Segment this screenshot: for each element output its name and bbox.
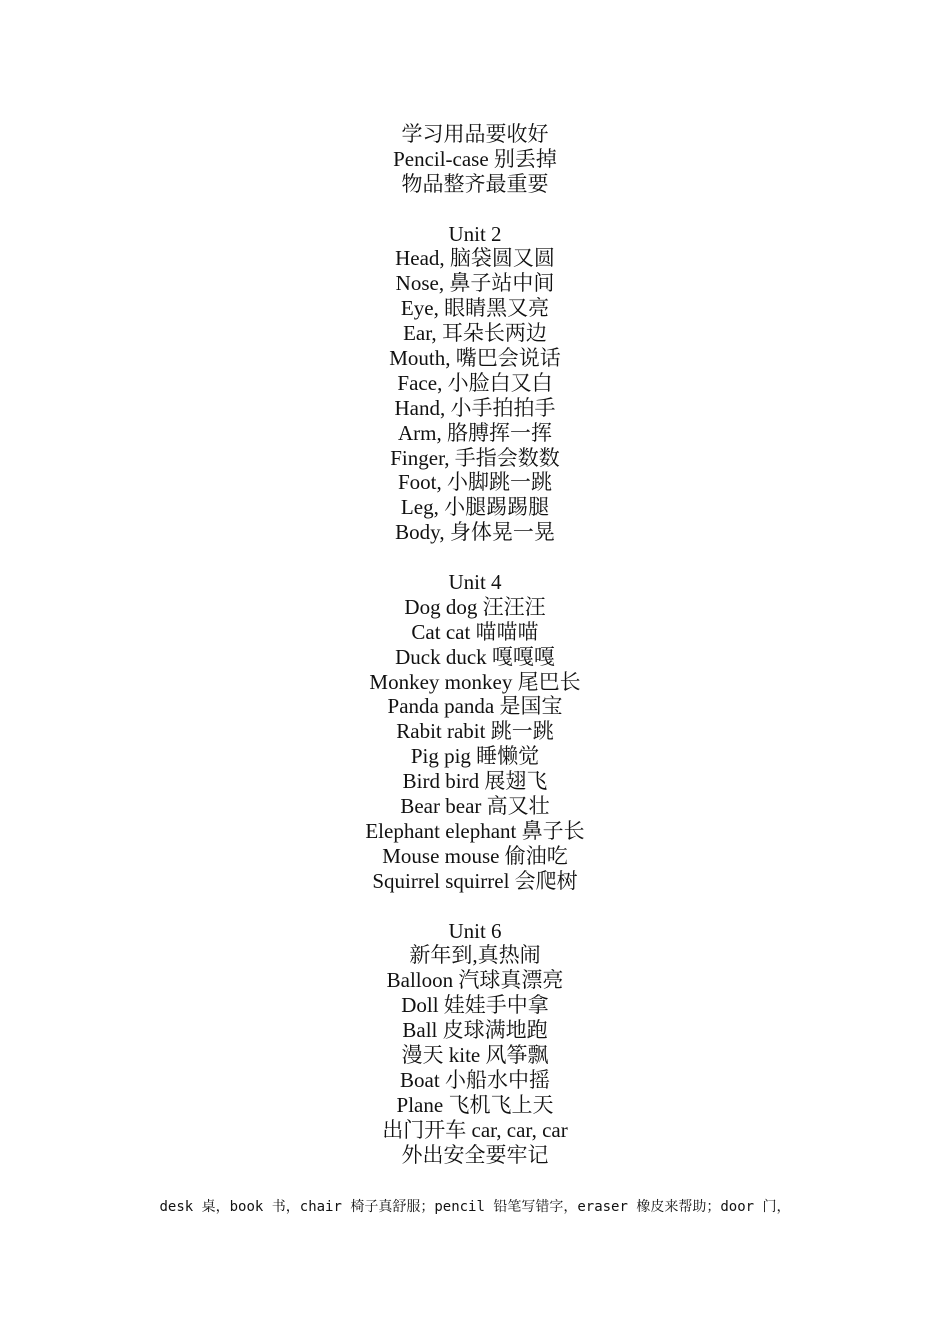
unit4-line: Panda panda 是国宝 (387, 694, 563, 719)
unit4-line: Dog dog 汪汪汪 (404, 594, 546, 619)
unit4-line: Mouse mouse 偷油吃 (382, 843, 568, 868)
unit6-line: 出门开车 car, car, car (382, 1117, 568, 1142)
unit2-line: Body, 身体晃一晃 (395, 520, 555, 545)
unit2-line: Hand, 小手拍拍手 (394, 395, 556, 420)
unit6-line: Plane 飞机飞上天 (396, 1092, 554, 1117)
section-gap (0, 894, 950, 919)
unit6-line: Ball 皮球满地跑 (402, 1018, 548, 1043)
unit4-line: Squirrel squirrel 会爬树 (372, 868, 578, 893)
intro-section (0, 122, 950, 197)
unit2-line: Leg, 小腿踢踢腿 (400, 495, 550, 520)
rhyme-text (0, 122, 950, 1167)
unit2-line: Arm, 胳膊挥一挥 (398, 420, 552, 445)
unit6-line: Boat 小船水中摇 (400, 1067, 550, 1092)
unit4-line: Monkey monkey 尾巴长 (369, 669, 581, 694)
section-gap (0, 545, 950, 570)
unit4-line: Rabit rabit 跳一跳 (396, 719, 554, 744)
unit6-line: 新年到,真热闹 (409, 943, 541, 968)
unit4-section (0, 570, 950, 894)
unit2-line: Face, 小脸白又白 (397, 370, 553, 395)
unit2-line: Mouth, 嘴巴会说话 (389, 346, 561, 371)
unit4-line: Cat cat 喵喵喵 (411, 619, 539, 644)
intro-line: Pencil-case 别丢掉 (393, 146, 557, 171)
unit2-line: Ear, 耳朵长两边 (403, 321, 547, 346)
unit2-line: Foot, 小脚跳一跳 (397, 470, 552, 495)
unit2-line: Finger, 手指会数数 (390, 445, 560, 470)
section-gap (0, 197, 950, 222)
unit2-title: Unit 2 (448, 221, 502, 246)
unit2-line: Head, 脑袋圆又圆 (395, 246, 555, 271)
unit6-section (0, 919, 950, 1168)
unit4-line: Bird bird 展翅飞 (402, 769, 548, 794)
unit2-section (0, 222, 950, 546)
intro-line: 学习用品要收好 (401, 122, 549, 146)
unit6-line: 外出安全要牢记 (401, 1142, 549, 1167)
unit2-line: Nose, 鼻子站中间 (395, 271, 555, 296)
footer-vocab-line: desk 桌，book 书，chair 椅子真舒服；pencil 铅笔写错字，eraser 橡皮来帮助；door 门， (159, 1199, 791, 1215)
unit6-line: Balloon 汽球真漂亮 (386, 968, 564, 993)
unit4-line: Pig pig 睡懒觉 (410, 744, 540, 769)
unit2-line: Eye, 眼睛黑又亮 (400, 296, 550, 321)
unit6-title: Unit 6 (448, 918, 502, 943)
unit6-line: Doll 娃娃手中拿 (401, 993, 549, 1018)
unit4-title: Unit 4 (448, 570, 502, 595)
unit6-line: 漫天 kite 风筝飘 (401, 1042, 549, 1067)
intro-line: 物品整齐最重要 (401, 171, 549, 196)
unit4-line: Bear bear 高又壮 (400, 794, 550, 819)
unit4-line: Duck duck 嘎嘎嘎 (395, 644, 555, 669)
unit4-line: Elephant elephant 鼻子长 (365, 818, 585, 843)
